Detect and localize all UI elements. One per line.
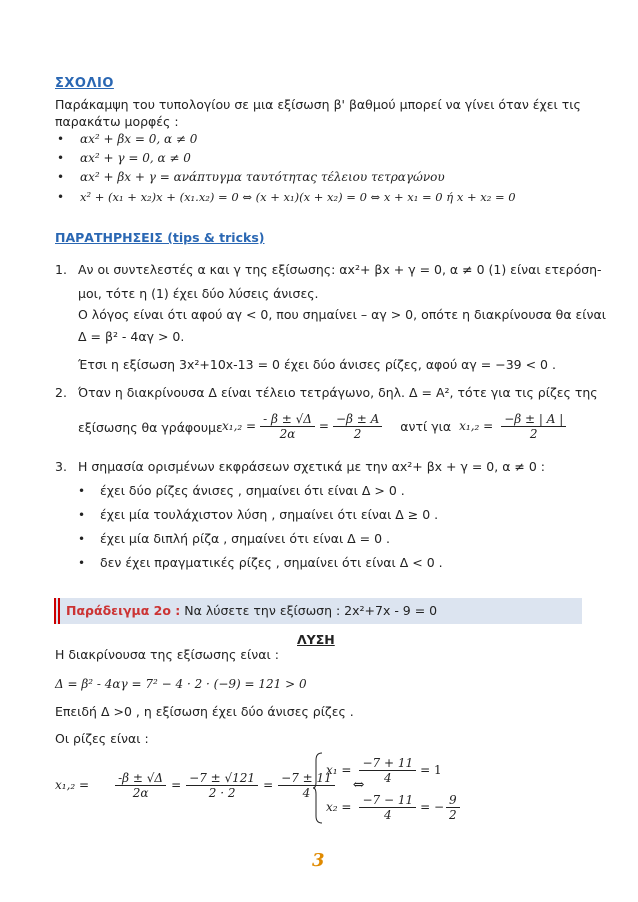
tips-item1-line4: Δ = β² - 4αγ > 0. <box>78 329 185 344</box>
example-header <box>66 603 437 619</box>
fraction-numerator: −7 − 11 <box>359 793 416 808</box>
fraction-numerator: - β ± √Δ <box>260 412 315 427</box>
equals-sign: = <box>318 419 329 433</box>
roots-fraction-substituted <box>186 771 258 800</box>
fraction-numerator: 9 <box>446 793 460 808</box>
scholio-bullet-4: x² + (x₁ + x₂)x + (x₁.x₂) = 0 ⇔ (x + x₁)(x + x₂) = 0 ⇔ x + x₁ = 0 ή x + x₂ = 0 <box>80 190 516 204</box>
formula-fraction-abs <box>501 412 566 441</box>
bullet-dot-icon: • <box>78 532 86 546</box>
iff-arrow-icon: ⇔ <box>352 777 365 793</box>
x2-value-fraction <box>446 793 460 822</box>
scholio-intro-line2: παρακάτω μορφές : <box>55 114 179 129</box>
tips-item3-bullet-4: δεν έχει πραγματικές ρίζες , σημαίνει ότι είναι Δ < 0 . <box>100 555 443 570</box>
scholio-bullet-2: αx² + γ = 0, α ≠ 0 <box>80 151 191 165</box>
discriminant-formula: Δ = β² - 4αγ = 7² − 4 · 2 · (−9) = 121 > 0 <box>55 677 307 691</box>
roots-intro: Οι ρίζες είναι : <box>55 731 149 746</box>
left-brace-icon <box>312 752 324 824</box>
x2-fraction <box>359 793 416 822</box>
bullet-dot-icon: • <box>57 132 65 146</box>
x2-equals-minus: = − <box>420 800 445 814</box>
tips-title: ΠΑΡΑΤΗΡΗΣΕΙΣ (tips & tricks) <box>55 230 265 245</box>
fraction-denominator: 2 · 2 <box>208 785 236 800</box>
bullet-dot-icon: • <box>57 170 65 184</box>
bullet-dot-icon: • <box>78 508 86 522</box>
formula-fraction-a <box>333 412 382 441</box>
root-x1 <box>326 753 442 787</box>
fraction-denominator: 2α <box>279 426 296 441</box>
scholio-intro-line1: Παράκαμψη του τυπολογίου σε μια εξίσωση β' βαθμού μπορεί να γίνει όταν έχει τις <box>55 97 581 112</box>
fraction-denominator: 4 <box>383 807 392 822</box>
fraction-denominator: 2 <box>353 426 362 441</box>
solution-title: ΛΥΣΗ <box>297 632 335 647</box>
tips-item3-line: Η σημασία ορισμένων εκφράσεων σχετικά με την αx²+ βx + γ = 0, α ≠ 0 : <box>78 459 545 474</box>
tips-item1-line2: μοι, τότε η (1) έχει δύο λύσεις άνισες. <box>78 286 319 301</box>
scholio-bullet-1: αx² + βx = 0, α ≠ 0 <box>80 132 198 146</box>
example-label: Παράδειγμα 2ο : <box>66 603 181 618</box>
bullet-dot-icon: • <box>57 151 65 165</box>
fraction-denominator: 4 <box>383 770 392 785</box>
example-text: Να λύσετε την εξίσωση : 2x²+7x - 9 = 0 <box>184 603 438 618</box>
fraction-numerator: −7 ± 11 <box>278 771 335 786</box>
discriminant-intro: Η διακρίνουσα της εξίσωσης είναι : <box>55 647 279 662</box>
x1-label: x₁ = <box>326 763 352 777</box>
fraction-numerator: −7 + 11 <box>359 756 416 771</box>
scholio-title: ΣΧΟΛΙΟ <box>55 76 114 91</box>
equals-sign: = <box>263 778 274 792</box>
tips-item1-line5: Έτσι η εξίσωση 3x²+10x-13 = 0 έχει δύο άνισες ρίζες, αφού αγ = −39 < 0 . <box>78 357 556 372</box>
tips-item1-line3: Ο λόγος είναι ότι αφού αγ < 0, που σημαίνει – αγ > 0, οπότε η διακρίνουσα θα είναι <box>78 307 606 322</box>
since-line: Επειδή Δ >0 , η εξίσωση έχει δύο άνισες ρίζες . <box>55 704 354 719</box>
scholio-bullet-3: αx² + βx + γ = ανάπτυγμα ταυτότητας τέλειου τετραγώνου <box>80 170 445 184</box>
x1-fraction <box>359 756 416 785</box>
x1-value: = 1 <box>420 763 442 777</box>
tips-item2-line1: Όταν η διακρίνουσα Δ είναι τέλειο τετράγωνο, δηλ. Δ = A², τότε για τις ρίζες της <box>78 385 598 400</box>
tips-item3-bullet-1: έχει δύο ρίζες άνισες , σημαίνει ότι είναι Δ > 0 . <box>100 483 405 498</box>
formula-fraction-delta <box>260 412 315 441</box>
x12-label-2: x₁,₂ = <box>459 419 494 433</box>
tips-item2-number: 2. <box>55 385 67 400</box>
equals-sign: = <box>171 778 182 792</box>
page-number: 3 <box>312 850 325 871</box>
tips-item1-line1: Αν οι συντελεστές α και γ της εξίσωσης: αx²+ βx + γ = 0, α ≠ 0 (1) είναι ετερόση- <box>78 262 602 277</box>
fraction-denominator: 2α <box>132 785 149 800</box>
tips-item2-formula <box>222 404 566 448</box>
tips-item3-bullet-2: έχει μία τουλάχιστον λύση , σημαίνει ότι είναι Δ ≥ 0 . <box>100 507 439 522</box>
instead-of-text: αντί για <box>400 418 452 434</box>
bullet-dot-icon: • <box>78 556 86 570</box>
roots-fraction-general <box>115 771 166 800</box>
bullet-dot-icon: • <box>57 190 65 204</box>
fraction-numerator: -β ± √Δ <box>115 771 166 786</box>
x12-label: x₁,₂ = <box>222 419 257 433</box>
fraction-numerator: −β ± | A | <box>504 411 564 426</box>
example-marker <box>54 598 60 624</box>
bullet-dot-icon: • <box>78 484 86 498</box>
tips-item3-bullet-3: έχει μία διπλή ρίζα , σημαίνει ότι είναι Δ = 0 . <box>100 531 391 546</box>
fraction-denominator: 4 <box>302 785 311 800</box>
fraction-denominator: 2 <box>449 807 457 822</box>
tips-item3-number: 3. <box>55 459 67 474</box>
fraction-denominator: 2 <box>501 426 566 441</box>
fraction-numerator: −7 ± √121 <box>186 771 258 786</box>
x2-label: x₂ = <box>326 800 352 814</box>
fraction-numerator: −β ± A <box>333 412 382 427</box>
root-x2 <box>326 790 460 824</box>
tips-item1-number: 1. <box>55 262 67 277</box>
x12-label: x₁,₂ = <box>55 778 90 792</box>
tips-item2-prefix: εξίσωσης θα γράφουμε <box>78 420 223 435</box>
